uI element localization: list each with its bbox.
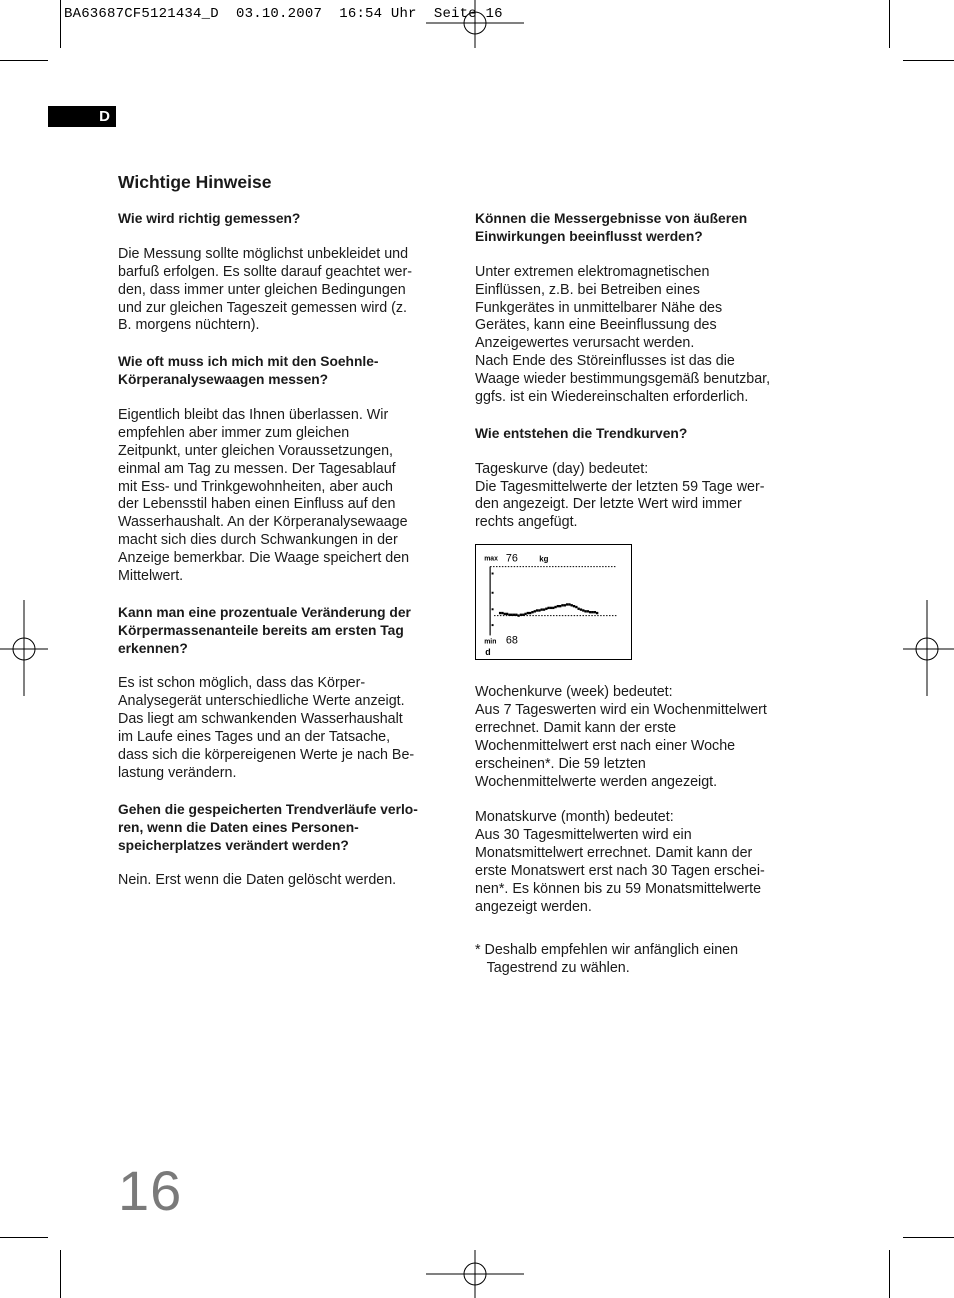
answer-paragraph: Es ist schon möglich, dass das Körper- Analysegerät unterschiedliche Werte anzeigt. Das liegt am schwankenden Wasserhaushalt im Laufe eines Tages und an der Tatsache, dass sich die körpereigenen Werte je nach Be- lastung verändern. <box>118 675 415 782</box>
trend-point <box>547 607 549 609</box>
trend-point <box>589 611 591 613</box>
crop-mark <box>903 60 954 61</box>
answer-paragraph: Tageskurve (day) bedeutet: Die Tagesmittelwerte der letzten 59 Tage wer- den angezeigt. Der letzte Wert wird immer rechts angefügt. <box>475 460 765 531</box>
display-axis-dot <box>492 592 494 594</box>
trend-point <box>564 604 566 606</box>
page-title: Wichtige Hinweise <box>118 172 272 192</box>
question-heading: Wie oft muss ich mich mit den Soehnle- Körperanalysewaagen messen? <box>118 354 379 388</box>
trend-point <box>587 610 589 612</box>
crop-mark <box>903 1237 954 1238</box>
trend-point <box>557 605 559 607</box>
display-max-value: 76 <box>505 552 518 565</box>
trend-point <box>534 610 536 612</box>
trend-point <box>571 604 573 606</box>
trend-point <box>538 609 540 611</box>
registration-mark-icon <box>0 600 48 696</box>
trend-point <box>559 605 561 607</box>
answer-paragraph: Wochenkurve (week) bedeutet: Aus 7 Tageswerten wird ein Wochenmittelwert errechnet. Damit kann der erste Wochenmittelwert erst nach einer Woche erscheinen*. Die 59 letzten Wochenmittelwerte werden angezeigt. <box>475 684 767 790</box>
trend-point <box>499 612 501 614</box>
trend-point <box>506 613 508 615</box>
display-unit: kg <box>539 554 549 564</box>
trend-point <box>529 612 531 614</box>
trend-point <box>577 608 579 610</box>
trend-point <box>513 614 515 616</box>
trend-point <box>582 609 584 611</box>
trend-point <box>566 603 568 605</box>
crop-mark <box>889 1250 890 1298</box>
question-heading: Können die Messergebnisse von äußeren Einwirkungen beeinflusst werden? <box>475 211 748 244</box>
trend-point <box>543 608 545 610</box>
display-min-value: 68 <box>505 634 518 647</box>
question-heading: Gehen die gespeicherten Trendverläufe verlo- ren, wenn die Daten eines Personen- speicherplatzes verändert werden? <box>118 801 418 853</box>
trend-point <box>580 608 582 610</box>
trend-point <box>527 612 529 614</box>
display-axis-dot <box>492 608 494 610</box>
page-number: 16 <box>118 1159 183 1222</box>
footnote-line: Tagestrend zu wählen. <box>475 959 630 976</box>
trend-point <box>536 609 538 611</box>
trend-point <box>524 613 526 615</box>
trend-point <box>541 608 543 610</box>
trend-display-illustration <box>475 544 632 660</box>
trend-point <box>552 607 554 609</box>
question-heading: Wie wird richtig gemessen? <box>118 211 301 226</box>
trend-point <box>550 607 552 609</box>
answer-paragraph: Monatskurve (month) bedeutet: Aus 30 Tagesmittelwerten wird ein Monatsmittelwert errechnet. Damit kann der erste Monatswert erst nach 30 Tagen erschei- nen*. Es können bis zu 59 Monatsmittelwerte angezeigt werden. <box>475 809 765 916</box>
trend-point <box>554 606 556 608</box>
trend-point <box>531 611 533 613</box>
trend-plot <box>490 567 617 636</box>
trend-point <box>508 614 510 616</box>
display-mode-label: d <box>485 647 491 658</box>
print-slug: BA63687CF5121434_D 03.10.2007 16:54 Uhr Seite 16 <box>64 6 503 22</box>
trend-point <box>545 608 547 610</box>
crop-mark <box>60 1250 61 1298</box>
trend-point <box>520 614 522 616</box>
trend-point <box>504 613 506 615</box>
language-tab: D <box>48 106 116 127</box>
crop-mark <box>889 0 890 48</box>
trend-point <box>584 610 586 612</box>
question-heading: Wie entstehen die Trendkurven? <box>475 425 688 441</box>
answer-paragraph: Die Messung sollte möglichst unbekleidet und barfuß erfolgen. Es sollte darauf geachtet wer- den, dass immer unter gleichen Bedingungen und zur gleichen Tageszeit gemessen wird (z. B. morgens nüchtern). <box>118 245 413 334</box>
trend-point <box>594 611 596 613</box>
answer-paragraph: Unter extremen elektromagnetischen Einflüssen, z.B. bei Betreiben eines Funkgerätes in unmittelbarer Nähe des Gerätes, kann eine Beeinflussung des Anzeigewertes verursacht werden. Nach Ende des Störeinflusses ist das die Waage wieder bestimmungsgemäß benutzbar, ggfs. ist ein Wiedereinschalten erforderlich. <box>475 263 771 406</box>
question-heading: Kann man eine prozentuale Veränderung der Körpermassenanteile bereits am ersten Tag erkennen? <box>118 604 411 656</box>
trend-point <box>575 606 577 608</box>
trend-point <box>568 603 570 605</box>
display-min-label: min <box>484 638 497 646</box>
footnote <box>475 942 738 978</box>
trend-point <box>501 612 503 614</box>
trend-point <box>596 612 598 614</box>
display-max-label: max <box>484 555 498 563</box>
answer-paragraph: Eigentlich bleibt das Ihnen überlassen. Wir empfehlen aber immer zum gleichen Zeitpunkt, unter gleichen Voraussetzungen, einmal am Tag zu messen. Der Tagesablauf mit Ess- und Trinkgewohnheiten, aber auch der Lebensstil haben einen Einfluss auf den Wasserhaushalt. An der Körperanalysewaage macht sich dies durch Schwankungen in der Anzeige bemerkbar. Die Waage speichert den Mittelwert. <box>118 406 410 585</box>
trend-point <box>511 614 513 616</box>
trend-point <box>573 605 575 607</box>
left-column <box>118 210 448 908</box>
crop-mark <box>0 1237 48 1238</box>
crop-mark <box>60 0 61 48</box>
display-axis-dot <box>492 573 494 575</box>
trend-point <box>515 614 517 616</box>
registration-mark-icon <box>426 1250 524 1298</box>
crop-mark <box>0 60 48 61</box>
footnote-line: * Deshalb empfehlen wir anfänglich einen <box>475 942 739 958</box>
trend-point <box>561 604 563 606</box>
trend-point <box>517 614 519 616</box>
answer-paragraph: Nein. Erst wenn die Daten gelöscht werden. <box>118 872 397 889</box>
trend-point <box>522 614 524 616</box>
registration-mark-icon <box>903 600 954 696</box>
trend-point <box>591 611 593 613</box>
display-axis-dot <box>492 624 494 626</box>
